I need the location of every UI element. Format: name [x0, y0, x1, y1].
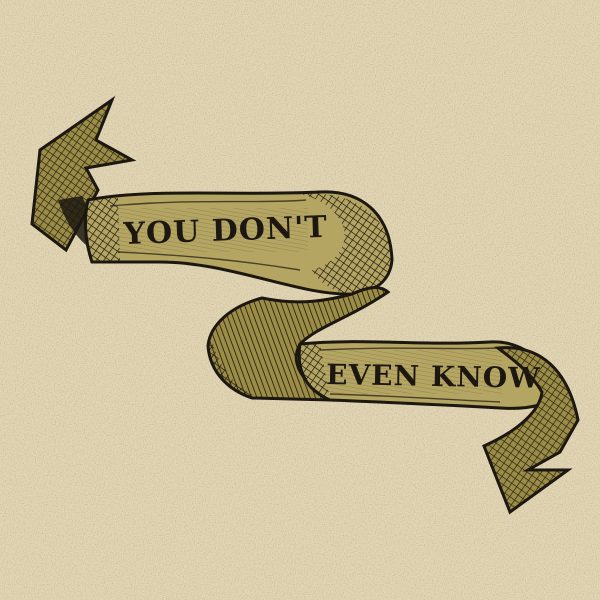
banner-text-bottom: EVEN KNOW	[325, 358, 541, 395]
banner-text-top: YOU DON'T	[123, 209, 329, 252]
